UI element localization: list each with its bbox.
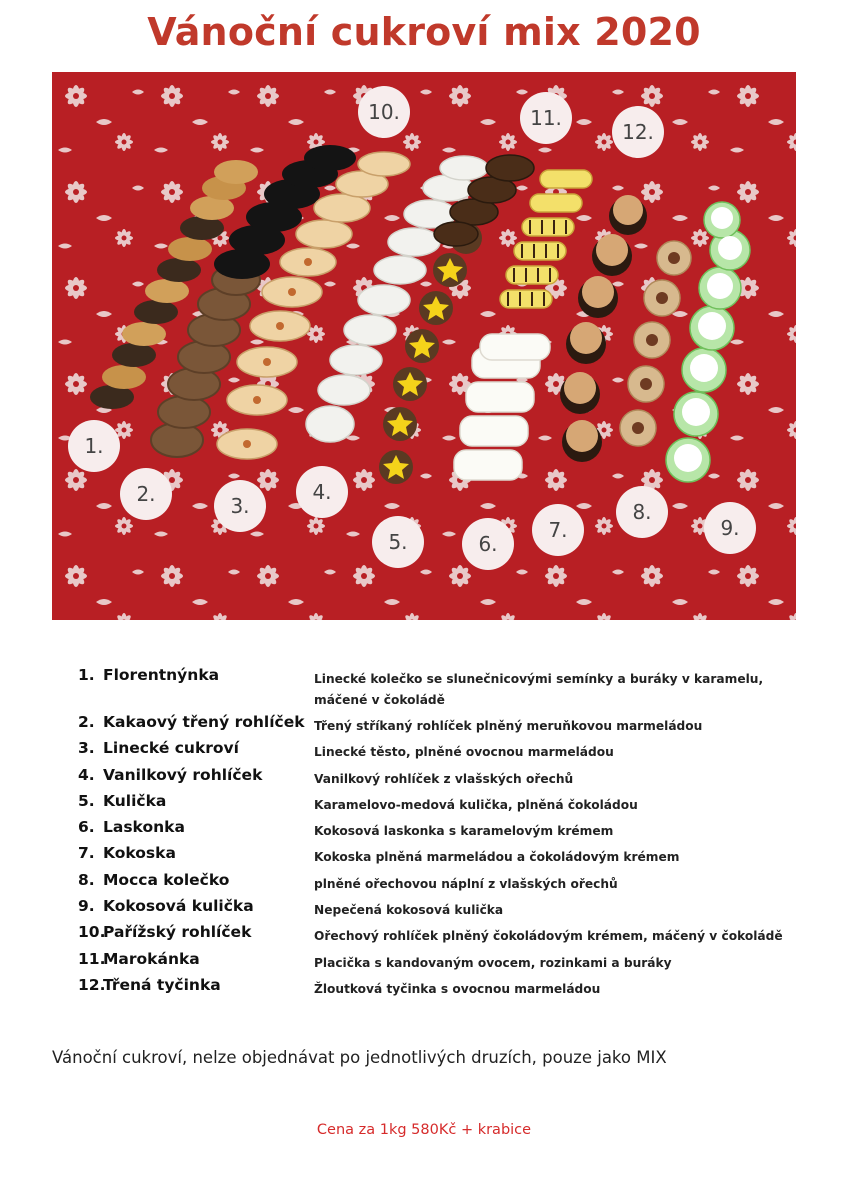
list-item	[78, 976, 808, 1002]
item-name: Kokoska	[103, 844, 176, 863]
photo-label-4: 4.	[312, 480, 332, 504]
photo-label-6: 6.	[478, 532, 498, 556]
list-item	[78, 923, 808, 949]
price-line: Cena za 1kg 580Kč + krabice	[316, 1122, 532, 1138]
item-name: Kakaový třený rohlíček	[103, 713, 305, 731]
photo-label-7: 7.	[548, 518, 568, 542]
photo-label-9: 9.	[720, 516, 740, 540]
item-number: 6.	[78, 818, 95, 837]
item-name: Marokánka	[103, 949, 200, 968]
item-number: 2.	[78, 713, 95, 731]
photo-label-8: 8.	[632, 500, 652, 524]
list-item	[78, 666, 808, 713]
item-number: 5.	[78, 791, 95, 810]
item-description: Kokosová laskonka s karamelovým krémem	[314, 824, 614, 839]
item-number: 8.	[78, 870, 95, 889]
item-description: Třený stříkaný rohlíček plněný meruňkovou marmeládou	[314, 719, 703, 733]
item-number: 4.	[78, 765, 95, 784]
item-name: Kokosová kulička	[103, 897, 254, 916]
item-number: 9.	[78, 897, 95, 916]
photo-label-2: 2.	[136, 482, 156, 506]
item-name: Laskonka	[103, 818, 185, 837]
item-number: 3.	[78, 739, 95, 758]
photo-label-10: 10.	[368, 100, 400, 124]
item-number: 10.	[78, 923, 106, 942]
item-name: Pařížský rohlíček	[103, 923, 252, 942]
list-item	[78, 897, 808, 923]
item-name: Třená tyčinka	[103, 975, 221, 994]
list-item	[78, 739, 808, 765]
item-description: Karamelovo-medová kulička, plněná čokoládou	[314, 797, 638, 812]
item-description: Kokoska plněná marmeládou a čokoládovým krémem	[314, 850, 680, 865]
item-number: 12.	[78, 975, 106, 994]
item-name: Florentnýnka	[103, 666, 220, 684]
item-name: Kulička	[103, 791, 167, 810]
cookie-mix-photo	[52, 72, 796, 620]
item-description: plněné ořechovou náplní z vlašských ořechů	[314, 876, 618, 891]
item-description: Linecké těsto, plněné ovocnou marmeládou	[314, 745, 614, 760]
list-item	[78, 818, 808, 844]
item-description: Žloutková tyčinka s ovocnou marmeládou	[314, 981, 601, 996]
item-description: Ořechový rohlíček plněný čokoládovým krémem, máčený v čokoládě	[314, 929, 783, 944]
photo-label-5: 5.	[388, 530, 408, 554]
item-description: Vanilkový rohlíček z vlašských ořechů	[314, 771, 574, 786]
list-item	[78, 871, 808, 897]
item-description: Nepečená kokosová kulička	[314, 903, 504, 918]
item-number: 11.	[78, 949, 106, 968]
list-item	[78, 844, 808, 870]
list-item	[78, 950, 808, 976]
item-number: 1.	[78, 666, 95, 684]
list-item	[78, 792, 808, 818]
photo-label-11: 11.	[530, 106, 562, 130]
list-item	[78, 713, 808, 739]
page-title: Vánoční cukroví mix 2020	[147, 10, 701, 54]
item-number: 7.	[78, 844, 95, 863]
item-name: Vanilkový rohlíček	[103, 765, 263, 784]
order-note: Vánoční cukroví, nelze objednávat po jednotlivých druzích, pouze jako MIX	[52, 1048, 667, 1067]
item-name: Mocca kolečko	[103, 870, 230, 889]
item-description: Placička s kandovaným ovocem, rozinkami a buráky	[314, 955, 672, 970]
item-name: Linecké cukroví	[103, 739, 239, 758]
photo-label-12: 12.	[622, 120, 654, 144]
photo-label-3: 3.	[230, 494, 250, 518]
item-description: Linecké kolečko se slunečnicovými semínky a buráky v karamelu, máčené v čokoládě	[314, 672, 764, 707]
list-item	[78, 766, 808, 792]
cookie-list	[78, 666, 808, 1002]
photo-label-1: 1.	[84, 434, 104, 458]
cookie-photo-illustration	[52, 72, 796, 620]
